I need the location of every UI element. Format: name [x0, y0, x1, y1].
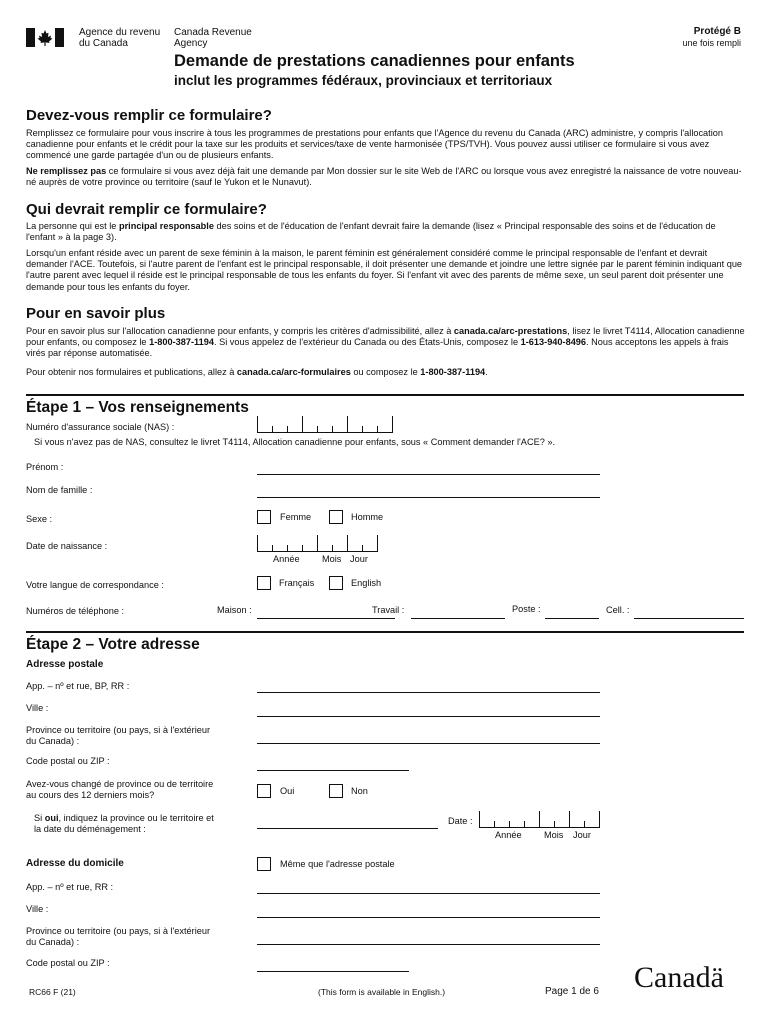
mailing-address-heading: Adresse postale: [26, 659, 104, 670]
moved-details-label: Si oui, indiquez la province ou le territoire et la date du déménagement :: [34, 813, 214, 834]
canada-wordmark: Canadä: [634, 961, 724, 994]
home-apt-label: App. – nº et rue, RR :: [26, 882, 114, 892]
sex-label: Sexe :: [26, 514, 53, 524]
sex-female-label: Femme: [280, 512, 312, 522]
phone-work-field[interactable]: [411, 618, 505, 619]
english-availability-note: (This form is available in English.): [318, 987, 446, 997]
first-name-label: Prénom :: [26, 462, 64, 472]
moved-year-label: Année: [495, 830, 522, 840]
protected-label: Protégé B: [693, 26, 741, 37]
sin-note: Si vous n'avez pas de NAS, consultez le livret T4114, Allocation canadienne pour enfants, sous « Comment demander l'ACE? ».: [34, 437, 556, 447]
form-code: RC66 F (21): [29, 987, 76, 997]
gc-flag-logo: [26, 28, 64, 47]
same-as-mailing-checkbox[interactable]: [257, 857, 271, 871]
phone-ext-field[interactable]: [545, 618, 599, 619]
home-province-label: Province ou territoire (ou pays, si à l'extérieur du Canada) :: [26, 926, 211, 947]
first-name-field[interactable]: [257, 474, 600, 475]
link-prestations[interactable]: canada.ca/arc-prestations: [453, 326, 568, 336]
moved-no-label: Non: [351, 786, 368, 796]
moved-province-field[interactable]: [257, 828, 438, 829]
agency-name-fr: Agence du revenu du Canada: [79, 27, 161, 49]
protected-sublabel: une fois rempli: [682, 38, 741, 48]
step2-heading: Étape 2 – Votre adresse: [26, 636, 200, 653]
lang-english-label: English: [351, 578, 382, 588]
same-as-mailing-label: Même que l'adresse postale: [280, 859, 395, 869]
moved-date-input[interactable]: [479, 812, 600, 828]
mail-city-label: Ville :: [26, 703, 49, 713]
dob-day-label: Jour: [350, 554, 368, 564]
moved-day-label: Jour: [573, 830, 591, 840]
phone-cell-field[interactable]: [634, 618, 744, 619]
dob-year-label: Année: [273, 554, 300, 564]
home-address-heading: Adresse du domicile: [26, 858, 124, 869]
step2-divider: [26, 631, 744, 633]
lang-english-checkbox[interactable]: [329, 576, 343, 590]
mail-province-field[interactable]: [257, 743, 600, 744]
phone-home-label: Maison :: [217, 605, 252, 615]
mail-postal-label: Code postal ou ZIP :: [26, 756, 110, 766]
home-city-label: Ville :: [26, 904, 49, 914]
phones-label: Numéros de téléphone :: [26, 606, 125, 616]
dob-month-label: Mois: [322, 554, 342, 564]
language-label: Votre langue de correspondance :: [26, 580, 164, 590]
last-name-label: Nom de famille :: [26, 485, 93, 495]
sex-male-checkbox[interactable]: [329, 510, 343, 524]
lang-french-checkbox[interactable]: [257, 576, 271, 590]
sex-female-checkbox[interactable]: [257, 510, 271, 524]
home-postal-label: Code postal ou ZIP :: [26, 958, 110, 968]
mail-city-field[interactable]: [257, 716, 600, 717]
phone-home-field[interactable]: [257, 618, 395, 619]
moved-yes-label: Oui: [280, 786, 295, 796]
mail-province-label: Province ou territoire (ou pays, si à l'extérieur du Canada) :: [26, 725, 211, 746]
moved-yes-checkbox[interactable]: [257, 784, 271, 798]
form-subtitle: inclut les programmes fédéraux, provinciaux et territoriaux: [174, 73, 553, 88]
moved-month-label: Mois: [544, 830, 564, 840]
last-name-field[interactable]: [257, 497, 600, 498]
dob-input[interactable]: [257, 536, 378, 552]
moved-date-label: Date :: [448, 816, 473, 826]
section1-paragraph-2: Ne remplissez pas ce formulaire si vous avez déjà fait une demande par Mon dossier sur le site Web de l'ARC ou lorsque vous avez enregistré la naissance de votre nouveau-né auprès de votre province ou territoire (sauf le Yukon et le Nunavut).: [26, 166, 742, 188]
step1-heading: Étape 1 – Vos renseignements: [26, 399, 249, 416]
section-heading-learn-more: Pour en savoir plus: [26, 305, 166, 322]
dob-label: Date de naissance :: [26, 541, 108, 551]
sex-male-label: Homme: [351, 512, 384, 522]
phone-ext-label: Poste :: [512, 604, 541, 614]
mail-apt-label: App. – nº et rue, BP, RR :: [26, 681, 130, 691]
link-formulaires[interactable]: canada.ca/arc-formulaires: [236, 367, 351, 377]
phone-cell-label: Cell. :: [606, 605, 630, 615]
home-apt-field[interactable]: [257, 893, 600, 894]
sin-input[interactable]: [257, 417, 393, 433]
section3-paragraph-1: Pour en savoir plus sur l'allocation canadienne pour enfants, y compris les critères d'admissibilité, allez à canada.ca/arc-prestations, lisez le livret T4114, Allocation canadienne pour enfants, ou composez le 1-800-387-1194. Si vous appelez de l'extérieur du Canada ou des États-Unis, composez le 1-613-940-8496. Nous acceptons les appels à frais virés par réponse automatisée.: [26, 326, 745, 359]
sin-label: Numéro d'assurance sociale (NAS) :: [26, 422, 175, 432]
mail-postal-field[interactable]: [257, 770, 409, 771]
section2-paragraph-2: Lorsqu'un enfant réside avec un parent de sexe féminin à la maison, le parent féminin est généralement considéré comme le principal responsable de l'enfant et devrait demander l'ACE. Toutefois, si l'autre parent de l'enfant est le principal responsable, il doit présenter une demande et joindre une lettre signée par le parent féminin indiquant que l'autre parent avec lequel il réside est le principal responsable de tous les enfants du foyer. Si l'enfant vit avec des parents de même sexe, un seul parent doit présenter une demande pour tous les enfants du foyer.: [26, 248, 743, 292]
section2-paragraph-1: La personne qui est le principal responsable des soins et de l'éducation de l'enfant devrait faire la demande (lisez « Principal responsable des soins et de l'éducation de l'enfant » à la page 3).: [26, 221, 716, 243]
home-city-field[interactable]: [257, 917, 600, 918]
agency-name-en: Canada Revenue Agency: [174, 27, 252, 49]
mail-apt-field[interactable]: [257, 692, 600, 693]
moved-no-checkbox[interactable]: [329, 784, 343, 798]
home-postal-field[interactable]: [257, 971, 409, 972]
lang-french-label: Français: [279, 578, 315, 588]
home-province-field[interactable]: [257, 944, 600, 945]
step1-divider: [26, 394, 744, 396]
page-number: Page 1 de 6: [545, 986, 599, 997]
form-title: Demande de prestations canadiennes pour enfants: [174, 52, 575, 70]
section-heading-who-should: Qui devrait remplir ce formulaire?: [26, 201, 267, 218]
moved-question-label: Avez-vous changé de province ou de territoire au cours des 12 derniers mois?: [26, 779, 214, 800]
phone-work-label: Travail :: [372, 605, 405, 615]
section3-paragraph-2: Pour obtenir nos formulaires et publications, allez à canada.ca/arc-formulaires ou composez le 1-800-387-1194.: [26, 367, 488, 377]
section-heading-who-must: Devez-vous remplir ce formulaire?: [26, 107, 272, 124]
section1-paragraph-1: Remplissez ce formulaire pour vous inscrire à tous les programmes de prestations pour enfants que l'Agence du revenu du Canada (ARC) administre, y compris l'allocation canadienne pour enfants et le crédit pour la taxe sur les produits et services/taxe de vente harmonisée (TPS/TVH). Vous pouvez aussi utiliser ce formulaire si vous avez commencé une garde partagée d'un ou de plusieurs enfants.: [26, 128, 723, 161]
